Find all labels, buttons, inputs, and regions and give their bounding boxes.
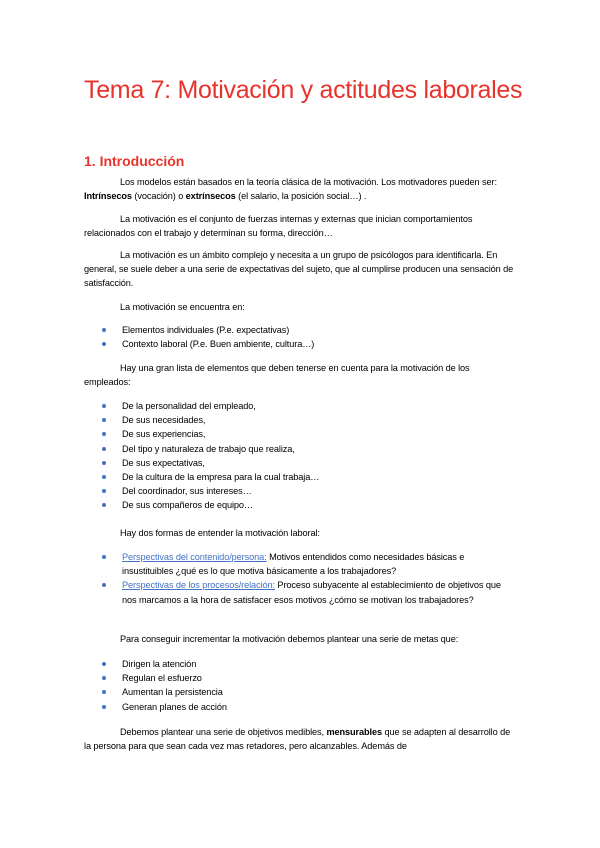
bullet-icon (102, 404, 106, 408)
paragraph-complexity: La motivación es un ámbito complejo y necesita a un grupo de psicólogos para identificarla. En general, se suele deber a una serie de expectativas del sujeto, que al cumplirse producen una sensación de satisfacción. (84, 250, 514, 288)
link-perspectiva-procesos[interactable]: Perspectivas de los procesos/relación: (122, 580, 275, 591)
list-item: Del tipo y naturaleza de trabajo que realiza, (102, 442, 514, 456)
section-heading: 1. Introducción (84, 153, 185, 169)
bullet-icon (102, 461, 106, 465)
bullet-list-elements (102, 399, 514, 513)
bullet-icon (102, 555, 106, 559)
list-item: De la personalidad del empleado, (102, 399, 514, 413)
bullet-icon (102, 475, 106, 479)
bullet-list-sources (102, 323, 514, 351)
list-item: Perspectivas de los procesos/relación: Proceso subyacente al establecimiento de objetivos que nos marcamos a la hora de satisfacer esos motivos ¿cómo se motivan los trabajadores? (102, 578, 514, 606)
list-item: Aumentan la persistencia (102, 685, 514, 699)
list-item: Perspectivas del contenido/persona: Motivos entendidos como necesidades básicas e insustituibles ¿qué es lo que motiva básicamente a los trabajadores? (102, 550, 514, 578)
bullet-list-perspectives (102, 550, 514, 607)
list-item: Dirigen la atención (102, 657, 514, 671)
list-item: De sus compañeros de equipo… (102, 498, 514, 512)
list-item: Del coordinador, sus intereses… (102, 484, 514, 498)
paragraph-motivators (84, 175, 514, 203)
list-item: Contexto laboral (P.e. Buen ambiente, cultura…) (102, 337, 514, 351)
bullet-icon (102, 662, 106, 666)
bullet-icon (102, 705, 106, 709)
bullet-icon (102, 447, 106, 451)
paragraph-goals: Para conseguir incrementar la motivación debemos plantear una serie de metas que: (120, 634, 459, 644)
paragraph-text: Debemos plantear una serie de objetivos medibles, (120, 727, 327, 737)
bold-term: mensurables (326, 727, 383, 737)
bold-term: Intrínsecos (84, 191, 132, 201)
paragraph-definition: La motivación es el conjunto de fuerzas internas y externas que inician comportamientos relacionados con el trabajo y determinan su forma, dirección… (84, 214, 473, 238)
page-title: Tema 7: Motivación y actitudes laborales (84, 76, 523, 104)
list-item: De sus necesidades, (102, 413, 514, 427)
paragraph-two-ways: Hay dos formas de entender la motivación laboral: (120, 528, 320, 538)
list-item: De sus expectativas, (102, 456, 514, 470)
list-item: Elementos individuales (P.e. expectativas) (102, 323, 514, 337)
paragraph-objectives (84, 725, 514, 753)
bullet-icon (102, 489, 106, 493)
bullet-icon (102, 676, 106, 680)
paragraph-text: que se adapten al desarrollo de la persona para que sean cada vez mas retadores, pero alcanzables. Además de (84, 727, 511, 751)
paragraph-elements: Hay una gran lista de elementos que deben tenerse en cuenta para la motivación de los empleados: (84, 363, 470, 387)
link-perspectiva-contenido[interactable]: Perspectivas del contenido/persona: (122, 552, 267, 562)
bullet-icon (102, 690, 106, 694)
bullet-icon (102, 432, 106, 436)
paragraph-found-in: La motivación se encuentra en: (120, 302, 245, 312)
bold-term: extrínsecos (185, 191, 236, 201)
paragraph-text: (el salario, la posición social…) . (235, 191, 367, 201)
paragraph-text: Los modelos están basados en la teoría clásica de la motivación. Los motivadores pueden ser: (120, 177, 497, 187)
list-item: De la cultura de la empresa para la cual trabaja… (102, 470, 514, 484)
bullet-icon (102, 328, 106, 332)
paragraph-text: (vocación) o (131, 191, 186, 201)
bullet-icon (102, 503, 106, 507)
bullet-icon (102, 342, 106, 346)
list-item: Generan planes de acción (102, 700, 514, 714)
bullet-icon (102, 418, 106, 422)
bullet-list-goals (102, 657, 514, 714)
bullet-icon (102, 583, 106, 587)
list-item: De sus experiencias, (102, 427, 514, 441)
list-item: Regulan el esfuerzo (102, 671, 514, 685)
